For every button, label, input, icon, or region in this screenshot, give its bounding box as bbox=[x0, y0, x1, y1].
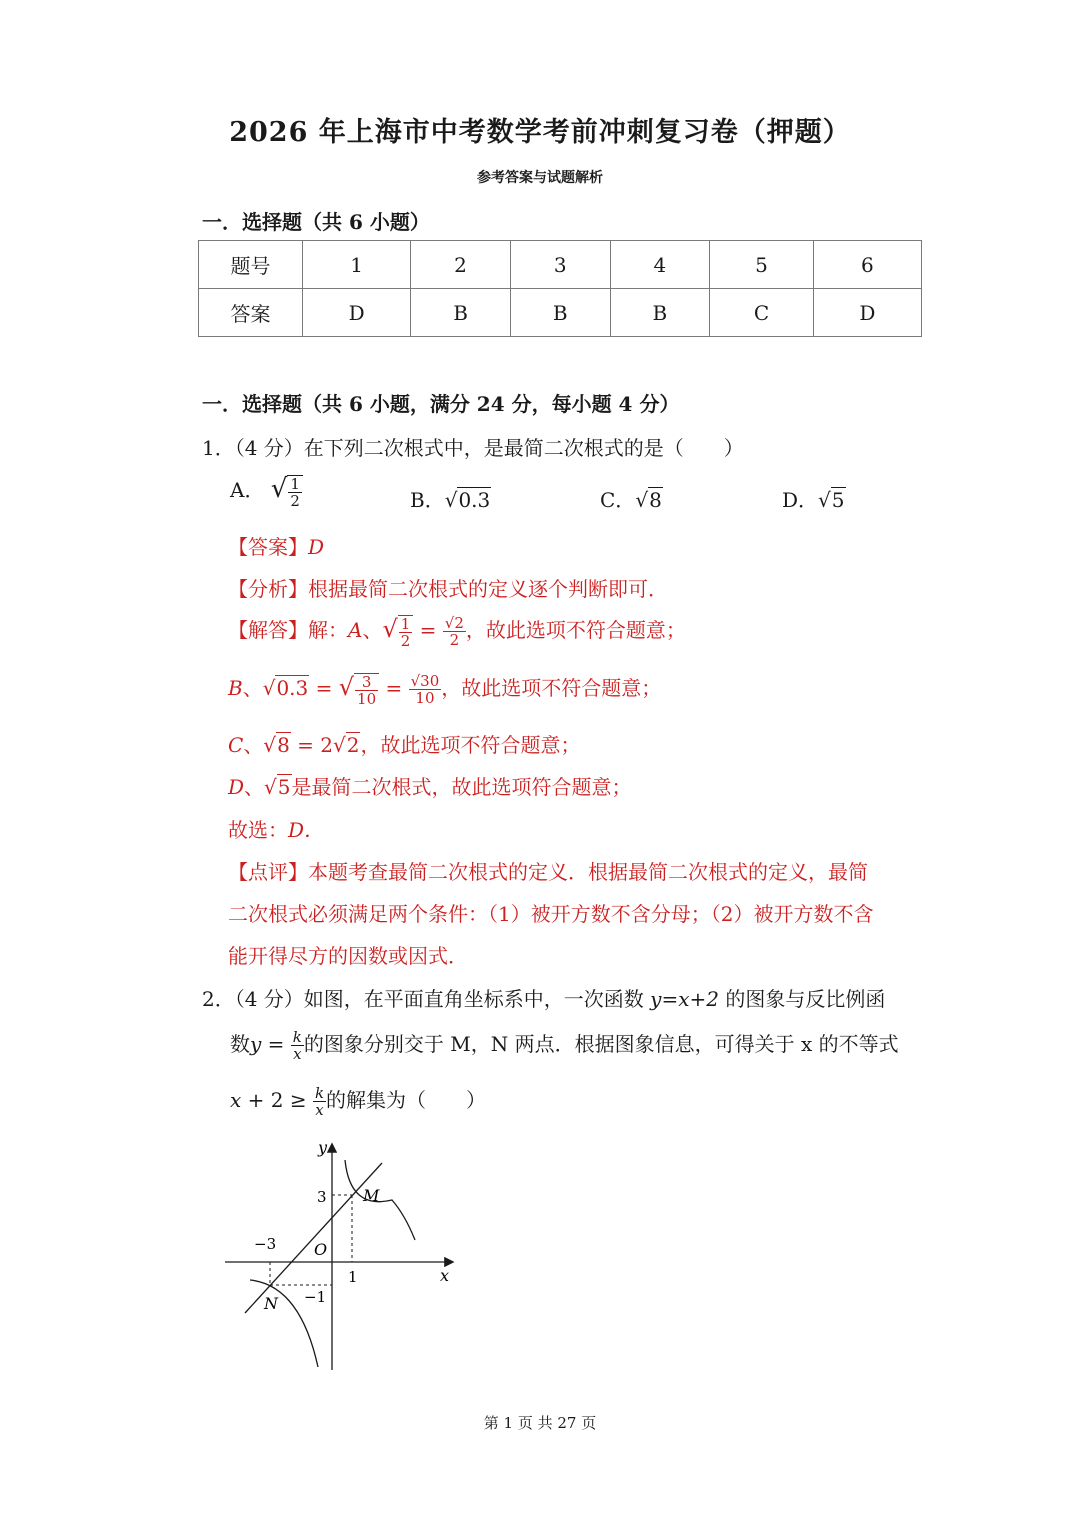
question-text: 的图象与反比例函 bbox=[719, 987, 886, 1011]
option-label: B． bbox=[410, 488, 445, 512]
answer-table bbox=[198, 240, 922, 337]
tick-label-neg1: −1 bbox=[304, 1288, 327, 1306]
answer-value: D bbox=[308, 535, 325, 559]
option-b: B．√0.3 bbox=[410, 488, 491, 512]
tick-label-1: 1 bbox=[348, 1268, 358, 1286]
solution-text: ，故此选项不符合题意； bbox=[360, 733, 581, 757]
table-row bbox=[199, 289, 922, 337]
origin-label: O bbox=[314, 1240, 328, 1259]
table-row bbox=[199, 241, 922, 289]
solution-text: 是最简二次根式，故此选项符合题意； bbox=[291, 775, 632, 799]
question-text: 数 bbox=[230, 1032, 250, 1056]
table-cell: B bbox=[411, 289, 511, 337]
solution-text: 解： bbox=[308, 618, 348, 642]
question-text: 的图象分别交于 M，N 两点．根据图象信息，可得关于 x 的不等式 bbox=[303, 1032, 899, 1056]
comment-line-2: 二次根式必须满足两个条件：（1）被开方数不含分母；（2）被开方数不含 bbox=[228, 902, 874, 926]
fraction-denominator: 2 bbox=[290, 491, 300, 510]
section-heading-answers: 一．选择题（共 6 小题） bbox=[202, 210, 430, 234]
question-text: 2．（4 分）如图，在平面直角坐标系中，一次函数 bbox=[202, 987, 651, 1011]
option-label: D． bbox=[782, 488, 819, 512]
table-cell: B bbox=[610, 289, 710, 337]
page-title: 2026 年上海市中考数学考前冲刺复习卷（押题） bbox=[229, 117, 851, 148]
page-footer: 第 1 页 共 27 页 bbox=[483, 1414, 597, 1432]
comment-tag: 【点评】 bbox=[228, 860, 308, 884]
point-m-label: M bbox=[363, 1186, 380, 1205]
solution-letter: A bbox=[348, 618, 363, 642]
question-text: 的解集为（ ） bbox=[326, 1088, 487, 1112]
y-axis-label: y bbox=[318, 1138, 328, 1157]
answer-tag: 【答案】 bbox=[228, 535, 308, 559]
solution-letter: D． bbox=[288, 818, 325, 842]
hyperbola-branch-1 bbox=[345, 1160, 415, 1240]
fraction-numerator: 1 bbox=[290, 474, 300, 493]
table-cell: C bbox=[710, 289, 814, 337]
solution-text: ，故此选项不符合题意； bbox=[465, 618, 686, 642]
page-subtitle: 参考答案与试题解析 bbox=[477, 170, 603, 186]
option-label: A． bbox=[230, 478, 265, 502]
table-cell: 答案 bbox=[199, 289, 303, 337]
tick-label-3: 3 bbox=[317, 1188, 327, 1206]
analysis-text: 根据最简二次根式的定义逐个判断即可． bbox=[308, 577, 668, 601]
question-2-line-2: 数y = $\frac{k}{x}$ 的图象分别交于 M，N 两点．根据图象信息，可得关于 x 的不等式 bbox=[230, 1028, 899, 1063]
radicand: 0.3 bbox=[458, 488, 491, 512]
answer-line bbox=[228, 531, 324, 560]
solution-tag: 【解答】 bbox=[228, 618, 308, 642]
table-cell: 题号 bbox=[199, 241, 303, 289]
option-d: D．√5 bbox=[782, 488, 845, 512]
option-a bbox=[230, 474, 303, 509]
table-cell: 3 bbox=[510, 241, 610, 289]
function-expression: y=x+2 bbox=[650, 987, 719, 1011]
question-2-line-1 bbox=[202, 983, 885, 1012]
comment-line-3: 能开得尽方的因数或因式． bbox=[228, 944, 468, 968]
radicand: 8 bbox=[649, 488, 662, 512]
x-axis-label: x bbox=[440, 1266, 450, 1285]
option-c: C．√8 bbox=[600, 488, 662, 512]
solution-line-c: C、√8 = 2√2，故此选项不符合题意； bbox=[228, 733, 581, 757]
tick-label-neg3: −3 bbox=[254, 1235, 277, 1253]
solution-line-d: D、√5是最简二次根式，故此选项符合题意； bbox=[228, 775, 632, 799]
table-cell: B bbox=[510, 289, 610, 337]
solution-text: ，故此选项不符合题意； bbox=[441, 676, 662, 700]
analysis-tag: 【分析】 bbox=[228, 577, 308, 601]
table-cell: D bbox=[303, 289, 411, 337]
solution-line-b: B、√0.3 = √ $\frac{3}{10}$ = $\frac{√30}{10}$ ，故此选项不符合题意； bbox=[228, 672, 662, 708]
table-cell: 6 bbox=[813, 241, 921, 289]
solution-text: 故选： bbox=[228, 818, 288, 842]
solution-letter: D bbox=[228, 775, 245, 799]
option-label: C． bbox=[600, 488, 636, 512]
comment-line-1 bbox=[228, 856, 868, 885]
table-cell: 2 bbox=[411, 241, 511, 289]
comment-text: 本题考查最简二次根式的定义．根据最简二次根式的定义，最简 bbox=[308, 860, 868, 884]
table-cell: 5 bbox=[710, 241, 814, 289]
radicand: 5 bbox=[831, 488, 845, 512]
question-1-stem: 1．（4 分）在下列二次根式中，是最简二次根式的是（ ） bbox=[202, 436, 744, 460]
solution-letter: B bbox=[228, 676, 243, 700]
point-n-label: N bbox=[264, 1294, 278, 1313]
table-cell: D bbox=[813, 289, 921, 337]
analysis-line bbox=[228, 573, 668, 602]
function-graph bbox=[220, 1135, 460, 1375]
question-2-line-3: x + 2 ≥ $\frac{k}{x}$ 的解集为（ ） bbox=[230, 1084, 487, 1119]
solution-line-a: 【解答】解：A、√ $\frac{1}{2}$ = $\frac{√2}{2}$ ，故此选项不符合题意； bbox=[228, 614, 686, 650]
table-cell: 1 bbox=[303, 241, 411, 289]
radical-sign: √ bbox=[270, 474, 288, 504]
solution-letter: C bbox=[228, 733, 244, 757]
table-cell: 4 bbox=[610, 241, 710, 289]
solution-final bbox=[228, 814, 324, 843]
section-heading-choice: 一．选择题（共 6 小题，满分 24 分，每小题 4 分） bbox=[202, 392, 680, 416]
